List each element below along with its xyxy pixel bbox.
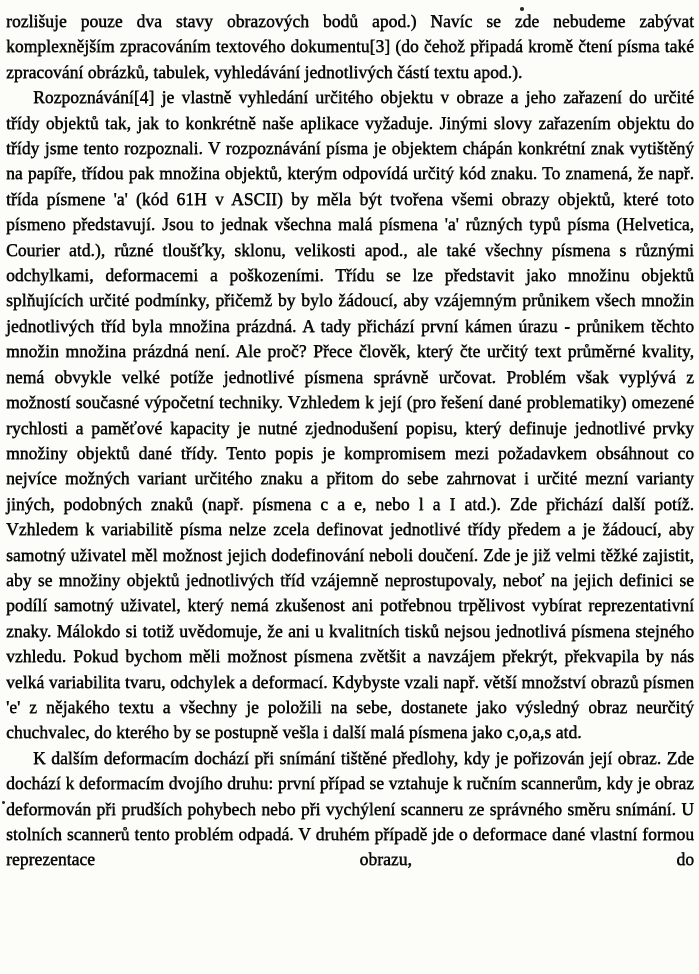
scan-speck [2,801,5,804]
paragraph-continuation: rozlišuje pouze dva stavy obrazových bodů apod.) Navíc se zde nebudeme zabývat komplexnějším zpracováním textového dokumentu[3] (do čehož připadá kromě čtení písma také zpracování obrázků, tabulek, vyhledávání jednotlivých částí textu apod.). [6,11,694,82]
paragraph-scanning-deformations: K dalším deformacím dochází při snímání tištěné předlohy, kdy je pořizován její obraz. Zde dochází k deformacím dvojího druhu: první případ se vztahuje k ručním scannerům, kdy je obraz deformován při prudších pohybech nebo při vychýlení scanneru ze správného směru snímání. U stolních scannerů tento problém odpadá. V druhém případě jde o deformace dané vlastní formou reprezentace obrazu, do [6,747,694,870]
scan-speck [520,7,524,11]
paragraph-recognition-definition: Rozpoznávání[4] je vlastně vyhledání určitého objektu v obraze a jeho zařazení do určité třídy objektů tak, jak to konkrétně naše aplikace vyžaduje. Jinými slovy zařazením objektu do třídy jsme tento rozpoznali. V rozpoznávání písma je objektem chápán konkrétní znak vytištěný na papíře, třídou pak množina objektů, kterým odpovídá určitý kód znaku. To znamená, že např. třída písmene 'a' (kód 61H v ASCII) by měla být tvořena všemi obrazy objektů, které toto písmeno představují. Jsou to jednak všechna malá písmena 'a' různých typů písma (Helvetica, Courier atd.), různé tloušťky, sklonu, velikosti apod., ale také všechny písmena s různými odchylkami, deformacemi a poškozeními. Třídu se lze představit jako množinu objektů splňujících určité podmínky, přičemž by bylo žádoucí, aby vzájemným průnikem všech množin jednotlivých tříd byla množina prázdná. A tady přichází první kámen úrazu - průnikem těchto množin množina prázdná není. Ale proč? Přece člověk, který čte určitý text průměrné kvality, nemá obvykle velké potíže jednotlivé písmena správně určovat. Problém však vyplývá z možností současné výpočetní techniky. Vzhledem k její (pro řešení dané problematiky) omezené rychlosti a paměťové kapacity je nutné zjednodušení popisu, který definuje jednotlivé prvky množiny objektů dané třídy. Tento popis je kompromisem mezi požadavkem obsáhnout co nejvíce možných variant určitého znaku a přitom do sebe zahrnovat i určité mezní varianty jiných, podobných znaků (např. písmena c a e, nebo l a I atd.). Zde přichází další potíž. Vzhledem k variabilitě písma nelze zcela definovat jednotlivé třídy předem a je žádoucí, aby samotný uživatel měl možnost jejich dodefinování neboli doučení. Zde je již velmi těžké zajistit, aby se množiny objektů jednotlivých tříd vzájemně neprostupovaly, neboť na jejich definici se podílí samotný uživatel, který nemá zkušenost ani potřebnou trpělivost vybírat reprezentativní znaky. Málokdo si totiž uvědomuje, že ani u kvalitních tisků nejsou jednotlivá písmena stejného vzhledu. Pokud bychom měli možnost písmena zvětšit a navzájem překrýt, překvapila by nás velká variabilita tvaru, odchylek a deformací. Kdybyste vzali např. větší množství obrazů písmen 'e' z nějakého textu a všechny je položili na sebe, dostanete jako výsledný obraz neurčitý chuchvalec, do kterého by se postupně vešla i další malá písmena jako c,o,a,s atd. [6,87,694,743]
